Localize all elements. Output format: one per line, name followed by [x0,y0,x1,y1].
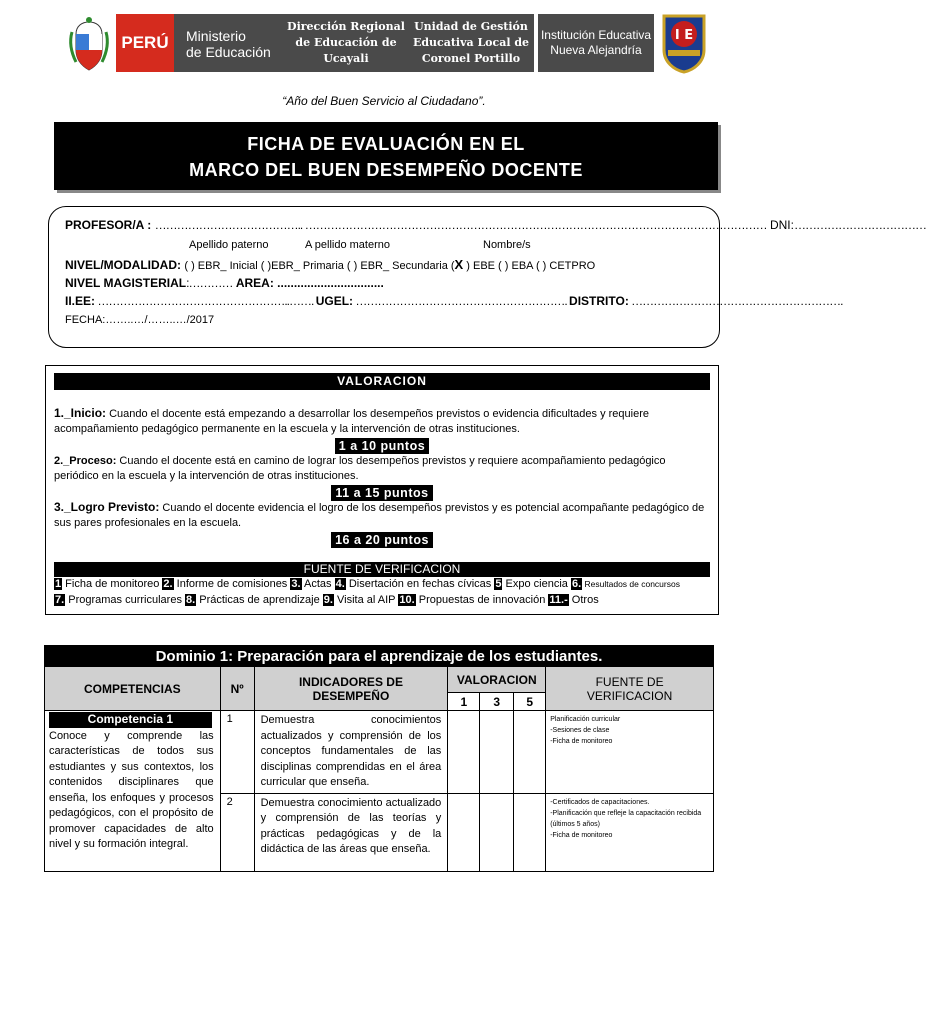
iiee-field[interactable]: ……………………………………………..……. [95,294,316,308]
fuentes-row-1: 1 Ficha de monitoreo 2. Informe de comisiones 3. Actas 4. Disertación en fechas cívicas 5 Expo ciencia 6. Resultados de concursos [55,578,680,590]
header-banner [62,12,712,74]
fuente-verificacion-title: FUENTE DE VERIFICACION [54,562,710,577]
col-valoracion: VALORACION [448,667,546,693]
apellido-paterno-label: Apellido paterno [189,239,269,251]
teacher-info-form [48,206,926,348]
dre-ucayali-label: Dirección Regional de Educación de Ucayali [284,14,408,72]
apellido-materno-label: A pellido materno [305,239,390,251]
iiee-row: II.EE: ……………………………………………..……. UGEL: …………………………………………………. DISTRITO: …………………………………………………. [65,294,843,308]
score-cell-3[interactable] [480,711,514,794]
inicio-points: 1 a 10 puntos [46,437,718,455]
val-col-3: 3 [480,693,514,711]
dominio-title: Dominio 1: Preparación para el aprendizaje de los estudiantes. [45,646,714,667]
magisterial-row: NIVEL MAGISTERIAL:………… AREA: ................................ [65,276,384,290]
ugel-field[interactable]: …………………………………………………. [353,294,570,308]
valoracion-title: VALORACION [54,373,710,390]
dominio-table [44,645,714,872]
secundaria-mark[interactable]: X [454,257,464,272]
val-col-5: 5 [514,693,546,711]
row-num: 1 [220,711,254,794]
page-title: FICHA DE EVALUACIÓN EN EL MARCO DEL BUEN DESEMPEÑO DOCENTE [54,122,718,190]
nombres-label: Nombre/s [483,239,531,251]
distrito-field[interactable]: …………………………………………………. [628,294,843,308]
profesor-field[interactable]: ………………………………….. ……………………………………………………………………………………………………………… [154,218,767,232]
proceso-description: 2._Proceso: Cuando el docente está en camino de lograr los desempeños previstos y requiere acompañamiento pedagógico periódico en la escuela y la intervención de otras instituciones. [54,455,666,482]
logro-description: 3._Logro Previsto: Cuando el docente evidencia el logro de los desempeños previstos y es potencial acompañante pedagógico de sus pares profesionales en la escuela. [54,500,705,529]
val-col-1: 1 [448,693,480,711]
competencia-cell [45,711,221,872]
magisterial-field[interactable]: :………… [186,276,233,290]
proceso-points: 11 a 15 puntos [46,484,718,502]
ministerio-label: Ministerio de Educación [174,14,284,72]
table-row [45,711,714,794]
inicio-description: 1._Inicio: Cuando el docente está empezando a desarrollar los desempeños previstos o evidencia dificultades y requiere acompañamiento pedagógico permanente en la escuela y la intervención de otras instituciones. [54,406,650,435]
indicador-text: Demuestra conocimiento actualizado y comprensión de las teorías y prácticas pedagógicas y de la didáctica de las áreas que enseña. [254,793,448,871]
col-fuente: FUENTE DE VERIFICACION [546,667,714,711]
fuentes-row-2: 7. Programas curriculares 8. Prácticas de aprendizaje 9. Visita al AIP 10. Propuestas de innovación 11.- Otros [55,594,599,606]
score-cell-5[interactable] [514,711,546,794]
dni-field[interactable]: ……………………………… [793,218,926,232]
area-field[interactable]: ................................ [273,276,384,290]
peru-coat-of-arms-icon [66,16,112,74]
score-cell-3[interactable] [480,793,514,871]
indicador-text: Demuestra conocimientos actualizados y comprensión de los conceptos fundamentales de las disciplinas comprendidas en el área curricular que enseña. [254,711,448,794]
institution-logo-icon [660,12,708,74]
score-cell-1[interactable] [448,711,480,794]
institution-label: Institución Educativa Nueva Alejandría [538,14,654,72]
col-competencias: COMPETENCIAS [45,667,221,711]
svg-text:I E: I E [674,28,694,43]
row-num: 2 [220,793,254,871]
nivel-modalidad-row: NIVEL/MODALIDAD: ( ) EBR_ Inicial ( )EBR_ Primaria ( ) EBR_ Secundaria (X ) EBE ( ) EBA ( ) CETPRO [65,257,596,272]
logro-points: 16 a 20 puntos [46,531,718,549]
fuente-cell: Planificación curricular -Sesiones de clase -Ficha de monitoreo [546,711,714,794]
fecha-field[interactable]: FECHA:……..…/……..…/2017 [65,314,215,326]
score-cell-5[interactable] [514,793,546,871]
competencia-title: Competencia 1 [49,712,212,728]
profesor-row: PROFESOR/A : ………………………………….. ……………………………………………………………………………………………………………… DNI:……………………………… [65,218,926,232]
valoracion-section [45,365,719,615]
score-cell-1[interactable] [448,793,480,871]
year-motto: “Año del Buen Servicio al Ciudadano”. [282,94,486,108]
col-indicadores: INDICADORES DE DESEMPEÑO [254,667,448,711]
fuente-cell: -Certificados de capacitaciones. -Planificación que refleje la capacitación recibida (últimos 5 años) -Ficha de monitoreo [546,793,714,871]
ugel-label: Unidad de Gestión Educativa Local de Coronel Portillo [408,14,534,72]
col-num: Nº [220,667,254,711]
competencia-text: Conoce y comprende las características de todos sus estudiantes y sus contextos, los contenidos disciplinares que enseña, los enfoques y procesos pedagógicos, con el propósito de promover capacidades de alto nivel y su formación integral. [49,729,214,850]
peru-label: PERÚ [116,14,174,72]
